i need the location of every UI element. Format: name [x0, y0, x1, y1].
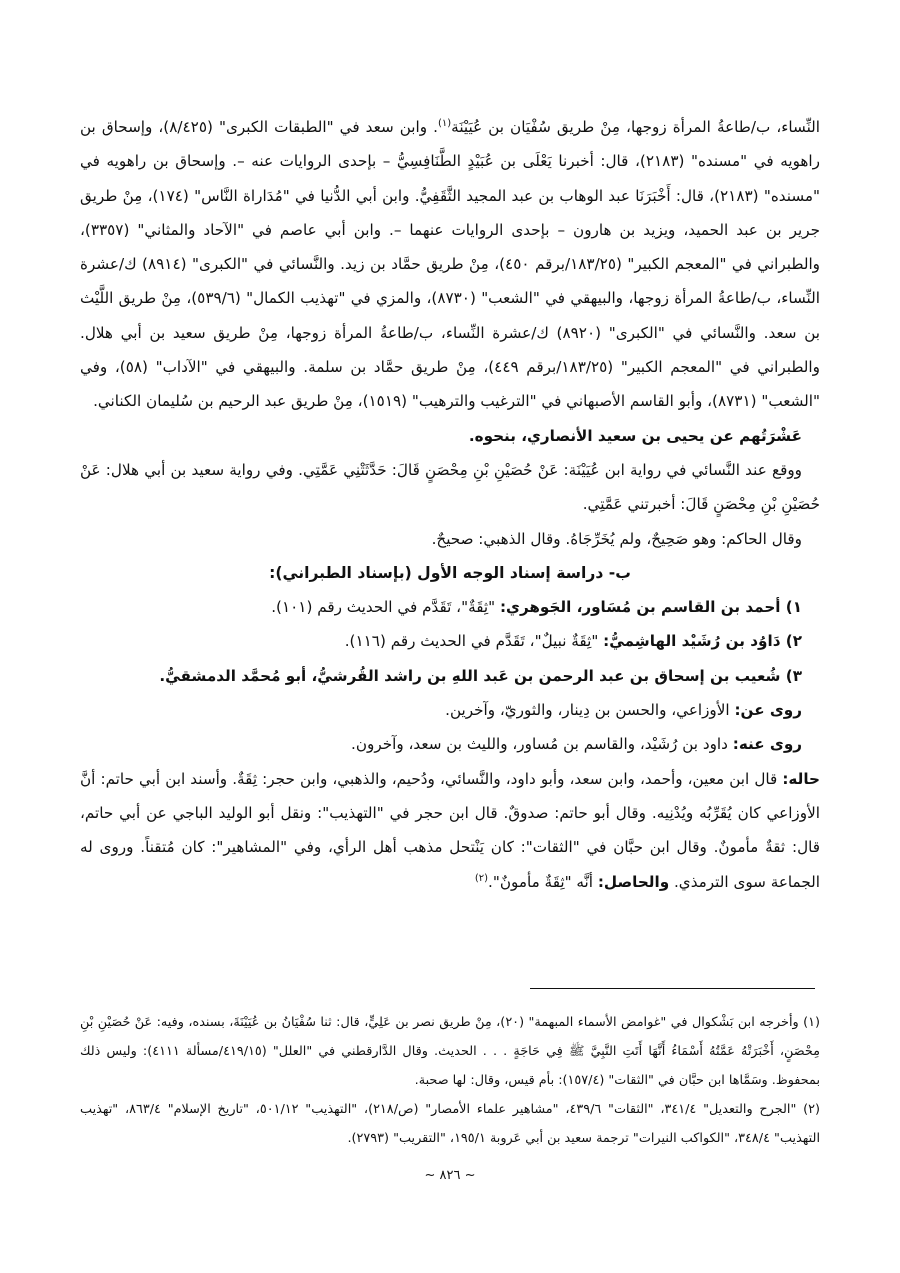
narrator-status: حاله: قال ابن معين، وأحمد، وابن سعد، وأبو داود، والنَّسائي، ودُحيم، والذهبي، وابن حجر: ثِقَةٌ. وأسند ابن أبي حاتم: أنَّ الأوزاعي كان يُقَرِّبُه ويُدْنِيه. وقال أبو حاتم: صدوقٌ. قال ابن حجر في "التهذيب": ونقل أبو الوليد الباجي عن أبي حاتم، قال: ثقةٌ مأمونٌ. وقال ابن حبَّان في "الثقات": كان يَنْتحل مذهب أهل الرأي، وفي "المشاهير": كان مُتقناً. وروى له الجماعة سوى الترمذي. والحاصل: أنَّه "ثِقَةٌ مأمونٌ".$^{(٢)}$: [80, 769, 820, 891]
section-heading: ب- دراسة إسناد الوجه الأول (بإسناد الطبراني):: [269, 563, 631, 582]
narrated-from: روى عن: الأوزاعي، والحسن بن دِينار، والثوريّ، وآخرين.: [445, 701, 802, 720]
narrator-1: ١) أحمد بن القاسم بن مُسَاور، الجَوهري: "ثِقَةٌ"، تَقَدَّم في الحديث رقم (١٠١).: [271, 598, 802, 617]
footnote-divider: [530, 988, 815, 989]
footnote-2: (٢) "الجرح والتعديل" ٣٤١/٤، "الثقات" ٤٣٩/٦، "مشاهير علماء الأمصار" (ص/٢١٨)، "التهذيب" ٥٠١/١٢، "تاريخ الإسلام" ٨٦٣/٤، "تهذيب التهذيب" ٣٤٨/٤، "الكواكب النيرات" ترجمة سعيد بن أبي عَروبة ١٩٥/١، "التقريب" (٢٧٩٣).: [80, 1102, 821, 1146]
paragraph-summary: عَشْرَتُهم عن يحيى بن سعيد الأنصاري، بنحوه.: [468, 426, 802, 445]
narrator-3: ٣) شُعيب بن إسحاق بن عبد الرحمن بن عَبد اللهِ بن راشد القُرشيُّ، أبو مُحمَّد الدمشقيُّ.: [159, 666, 802, 685]
paragraph-nasai: ووقع عند النَّسائي في رواية ابن عُيَيْنَة: عَنْ حُصَيْنِ بْنِ مِحْصَنٍ قَالَ: حَدَّثَتْنِي عَمَّتِي. وفي رواية سعيد بن أبي هلال: عَنْ حُصَيْنِ بْنِ مِحْصَنٍ قَالَ: أخبرتني عَمَّتِي.: [80, 460, 820, 514]
main-text: [80, 110, 820, 899]
paragraph-hakim: وقال الحاكم: وهو صَحِيحٌ، ولم يُخَرِّجَاهُ. وقال الذهبي: صحيحٌ.: [431, 529, 802, 548]
page-number: ~ ٨٢٦ ~: [424, 1168, 476, 1183]
paragraph-sources: النِّساء، ب/طاعةُ المرأة زوجها، مِنْ طريق سُفْيَان بن عُيَيْنَة$^{(١)}$. وابن سعد في "الطبقات الكبرى" (٨/٤٢٥)، وإسحاق بن راهويه في "مسنده" (٢١٨٣)، قال: أخبرنا يَعْلَى بن عُبَيْدٍ الطَّنَافِسِيُّ – بإحدى الروايات عنه –. وإسحاق بن راهويه في "مسنده" (٢١٨٣)، قال: أَخْبَرَنَا عبد الوهاب بن عبد المجيد الثَّقَفِيُّ. وابن أبي الدُّنيا في "مُدَاراة النَّاس" (١٧٤)، مِنْ طريق جرير بن عبد الحميد، ويزيد بن هارون – بإحدى الروايات عنهما –. وابن أبي عاصم في "الآحاد والمثاني" (٣٣٥٧)، والطبراني في "المعجم الكبير" (١٨٣/٢٥/برقم ٤٥٠)، مِنْ طريق حمَّاد بن زيد. والنَّسائي في "الكبرى" (٨٩١٤) ك/عشرة النِّساء، ب/طاعةُ المرأة زوجها، والبيهقي في "الشعب" (٨٧٣٠)، والمزي في "تهذيب الكمال" (٥٣٩/٦)، مِنْ طريق اللَّيْث بن سعد. والنَّسائي في "الكبرى" (٨٩٢٠) ك/عشرة النِّساء، ب/طاعةُ المرأة زوجها، مِنْ طريق سعيد بن أبي هلال. والطبراني في "المعجم الكبير" (١٨٣/٢٥/برقم ٤٤٩)، مِنْ طريق حمَّاد بن سلمة. والبيهقي في "الآداب" (٥٨)، وفي "الشعب" (٨٧٣١)، وأبو القاسم الأصبهاني في "الترغيب والترهيب" (١٥١٩)، مِنْ طريق عبد الرحيم بن سُليمان الكناني.: [80, 117, 821, 411]
footnote-1: (١) وأخرجه ابن بَشْكوال في "غوامض الأسماء المبهمة" (٢٠)، مِنْ طريق نصر بن عَلِيٍّ، قال: ثنا سُفْيَانُ بن عُيَيْنَةَ، بسنده، وفيه: عَنْ حُصَيْنِ بْنِ مِحْصَنٍ، أَخْبَرَتْهُ عَمَّتُهُ أَسْمَاءُ أَنَّهَا أَتَتِ النَّبِيَّ ﷺ فِي حَاجَةٍ . . . الحديث. وقال الدَّارقطني في "العلل" (٤١٩/١٥/مسألة ٤١١١): وليس ذلك بمحفوظ. وسَمَّاها ابن حبَّان في "الثقات" (١٥٧/٤): بأم قيس، وقال: لها صحبة.: [80, 1015, 821, 1088]
footnotes: [80, 1008, 820, 1153]
footnote-ref-2[interactable]: (٢): [474, 872, 489, 884]
narrator-2: ٢) دَاوُد بن رُشَيْد الهاشِميُّ: "ثِقَةٌ نبيلٌ"، تَقَدَّم في الحديث رقم (١١٦).: [344, 632, 802, 651]
narrated-by: روى عنه: داود بن رُشَيْد، والقاسم بن مُساور، والليث بن سعد، وآخرون.: [351, 735, 802, 754]
footnote-ref-1[interactable]: (١): [437, 117, 452, 129]
